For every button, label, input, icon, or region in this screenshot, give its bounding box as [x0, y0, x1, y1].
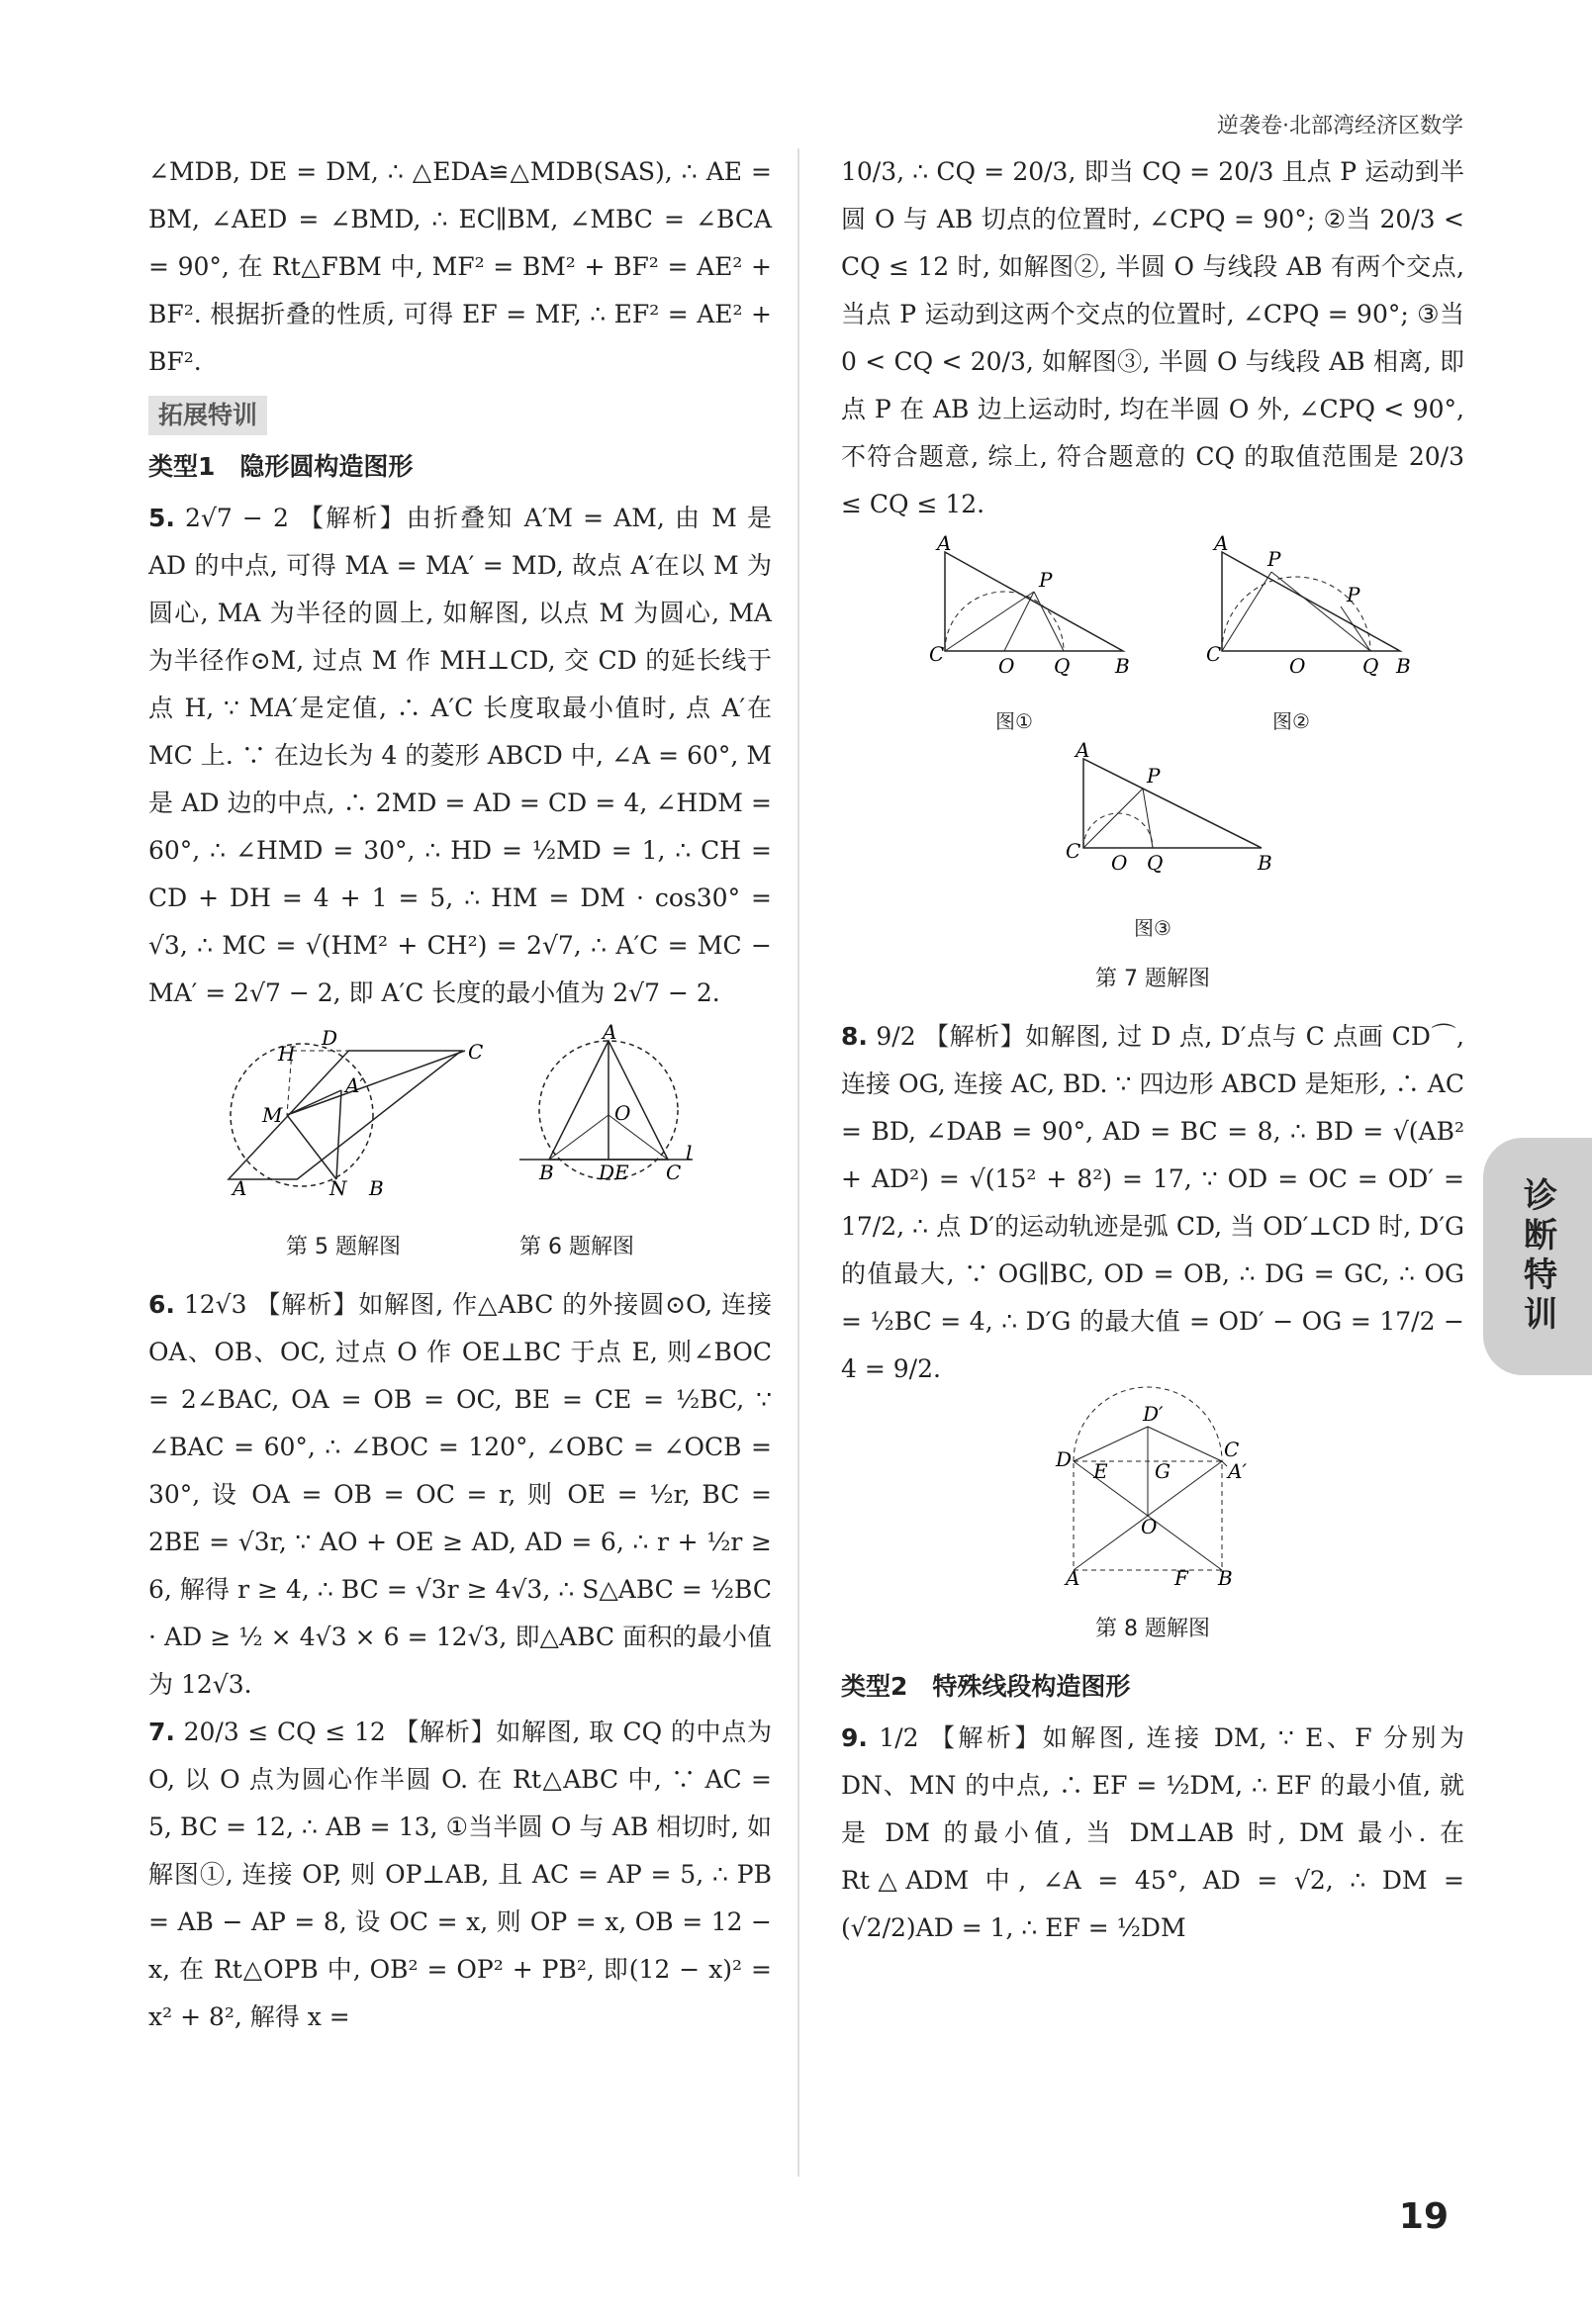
svg-text:Q: Q	[1147, 851, 1164, 875]
svg-text:B: B	[1115, 654, 1130, 678]
svg-text:A: A	[1066, 1566, 1080, 1590]
svg-text:C: C	[1224, 1438, 1240, 1461]
svg-text:H: H	[278, 1042, 296, 1066]
svg-text:A′: A′	[1228, 1459, 1247, 1483]
q5-text: 2√7 − 2 【解析】由折叠知 A′M = AM, 由 M 是 AD 的中点, 可得 MA = MA′ = MD, 故点 A′在以 M 为圆心, MA 为半径的圆上, 如解图, 以点 M 为圆心, MA 为半径作⊙M, 过点 M 作 MH⊥CD, 交 CD 的延长线于点 H, ∵ MA′是定值, ∴ A′C 长度取最小值时, 点 A′在 MC 上. ∵ 在边长为 4 的菱形 ABCD 中, ∠A = 60°, M 是 AD 边的中点, ∴ 2MD = AD = CD = 4, ∠HDM = 60°, ∴ ∠HMD = 30°, ∴ HD = ½MD = 1, ∴ CH = CD + DH = 4 + 1 = 5, ∴ HM = DM · cos30° = √3, ∴ MC = √(HM² + CH²) = 2√7, ∴ A′C = MC − MA′ = 2√7 − 2, 即 A′C 长度的最小值为 2√7 − 2.	[148, 504, 772, 1007]
fig8-caption: 第 8 题解图	[1095, 1617, 1210, 1641]
svg-text:A: A	[1214, 531, 1229, 555]
type1-title: 类型1 隐形圆构造图形	[148, 452, 414, 481]
section-tag: 拓展特训	[148, 396, 267, 435]
svg-text:P: P	[1039, 568, 1053, 592]
q7-number: 7.	[148, 1718, 175, 1746]
svg-text:A′: A′	[345, 1073, 364, 1097]
q6-text: 12√3 【解析】如解图, 作△ABC 的外接圆⊙O, 连接 OA、OB、OC, 过点 O 作 OE⊥BC 于点 E, 则∠BOC = 2∠BAC, OA = OB = OC, BE = CE = ½BC, ∵ ∠BAC = 60°, ∴ ∠BOC = 120°, ∠OBC = ∠OCB = 30°, 设 OA = OB = OC = r, 则 OE = ½r, BC = 2BE = √3r, ∵ AO + OE ≥ AD, AD = 6, ∴ r + ½r ≥ 6, 解得 r ≥ 4, ∴ BC = √3r ≥ 4√3, ∴ S△ABC = ½BC · AD ≥ ½ × 4√3 × 6 = 12√3, 即△ABC 面积的最小值为 12√3.	[148, 1290, 772, 1699]
left-column	[148, 148, 772, 2041]
question-7	[148, 1709, 772, 2041]
fig7c-label: 图③	[1134, 916, 1171, 940]
q9-number: 9.	[841, 1723, 868, 1752]
svg-text:D: D	[322, 1026, 338, 1050]
q7-continued: 10/3, ∴ CQ = 20/3, 即当 CQ = 20/3 且点 P 运动到半圆 O 与 AB 切点的位置时, ∠CPQ = 90°; ②当 20/3 < CQ ≤ 12 时, 如解图②, 半圆 O 与线段 AB 有两个交点, 当点 P 运动到这两个交点的位置时, ∠CPQ = 90°; ③当 0 < CQ < 20/3, 如解图③, 半圆 O 与线段 AB 相离, 即点 P 在 AB 边上运动时, 均在半圆 O 外, ∠CPQ < 90°, 不符合题意, 综上, 符合题意的 CQ 的取值范围是 20/3 ≤ CQ ≤ 12.	[841, 157, 1464, 518]
fig5-6-row	[148, 1020, 772, 1216]
question-5	[148, 495, 772, 1017]
side-tab-label: 诊断特训	[1517, 1177, 1557, 1336]
q8-text: 9/2 【解析】如解图, 过 D 点, D′点与 C 点画 CD⌒, 连接 OG, 连接 AC, BD. ∵ 四边形 ABCD 是矩形, ∴ AC = BD, ∠DAB = 90°, AD = BC = 8, ∴ BD = √(AB² + AD²) = √(15² + 8²) = 17, ∵ OD = OC = OD′ = 17/2, ∴ 点 D′的运动轨迹是弧 CD, 当 OD′⊥CD 时, D′G 的值最大, ∵ OG∥BC, OD = OB, ∴ DG = GC, ∴ OG = ½BC = 4, ∴ D′G 的最大值 = OD′ − OG = 17/2 − 4 = 9/2.	[841, 1022, 1464, 1383]
fig5-caption: 第 5 题解图	[286, 1235, 401, 1259]
svg-text:C: C	[468, 1040, 484, 1064]
svg-text:C: C	[666, 1161, 682, 1184]
svg-text:Q: Q	[1054, 654, 1071, 678]
side-tab	[1483, 1138, 1592, 1375]
fig7-caption: 第 7 题解图	[1095, 967, 1210, 991]
fig7a	[895, 531, 1133, 745]
svg-text:M: M	[262, 1103, 283, 1127]
question-9	[841, 1715, 1464, 1952]
fig5-diagram	[223, 1026, 484, 1200]
q6-number: 6.	[148, 1290, 175, 1319]
svg-text:D′: D′	[1143, 1402, 1164, 1426]
fig6-diagram	[519, 1020, 698, 1199]
svg-text:N: N	[329, 1176, 347, 1200]
intro-text: ∠MDB, DE = DM, ∴ △EDA≌△MDB(SAS), ∴ AE = BM, ∠AED = ∠BMD, ∴ EC∥BM, ∠MBC = ∠BCA = 90°, 在 Rt△FBM 中, MF² = BM² + BF² = AE² + BF². 根据折叠的性质, 可得 EF = MF, ∴ EF² = AE² + BF².	[148, 157, 772, 376]
svg-text:C: C	[1066, 839, 1081, 863]
q5-number: 5.	[148, 504, 175, 532]
svg-text:O: O	[1141, 1515, 1158, 1538]
fig8	[1044, 1402, 1262, 1602]
fig7b	[1172, 531, 1411, 745]
svg-text:P: P	[1347, 583, 1360, 606]
fig6	[519, 1020, 698, 1216]
svg-text:Q: Q	[1362, 654, 1379, 678]
svg-text:B: B	[539, 1161, 554, 1184]
fig5	[223, 1026, 484, 1216]
right-column	[841, 148, 1464, 1952]
fig7-row-2	[841, 738, 1464, 952]
svg-text:O: O	[998, 654, 1015, 678]
type2-title: 类型2 特殊线段构造图形	[841, 1672, 1131, 1701]
fig7c-diagram	[1024, 738, 1281, 887]
question-8	[841, 1013, 1464, 1393]
svg-text:C: C	[1206, 642, 1222, 666]
fig7-row-1	[841, 531, 1464, 745]
svg-text:B: B	[1258, 851, 1272, 875]
svg-text:D: D	[1056, 1447, 1073, 1471]
question-6	[148, 1281, 772, 1709]
fig6-caption: 第 6 题解图	[519, 1235, 634, 1259]
svg-text:DE: DE	[599, 1161, 629, 1184]
svg-text:B: B	[1218, 1566, 1233, 1590]
page-number: 19	[1398, 2196, 1449, 2237]
fig7b-label: 图②	[1272, 709, 1310, 733]
svg-text:A: A	[1076, 738, 1090, 762]
fig7b-diagram	[1172, 531, 1411, 681]
svg-text:A: A	[603, 1020, 617, 1044]
svg-text:O: O	[1289, 654, 1306, 678]
svg-text:C: C	[929, 642, 945, 666]
svg-text:O: O	[1111, 851, 1128, 875]
q7-text: 20/3 ≤ CQ ≤ 12 【解析】如解图, 取 CQ 的中点为 O, 以 O 点为圆心作半圆 O. 在 Rt△ABC 中, ∵ AC = 5, BC = 12, ∴ AB = 13, ①当半圆 O 与 AB 相切时, 如解图①, 连接 OP, 则 OP⊥AB, 且 AC = AP = 5, ∴ PB = AB − AP = 8, 设 OC = x, 则 OP = x, OB = 12 − x, 在 Rt△OPB 中, OB² = OP² + PB², 即(12 − x)² = x² + 8², 解得 x =	[148, 1718, 772, 2031]
svg-text:P: P	[1147, 764, 1161, 788]
fig7a-diagram	[895, 531, 1133, 681]
q9-text: 1/2 【解析】如解图, 连接 DM, ∵ E、F 分别为 DN、MN 的中点, ∴ EF = ½DM, ∴ EF 的最小值, 就是 DM 的最小值, 当 DM⊥AB 时, DM 最小. 在 Rt△ADM 中, ∠A = 45°, AD = √2, ∴ DM = (√2/2)AD = 1, ∴ EF = ½DM	[841, 1723, 1464, 1942]
svg-text:E: E	[1093, 1459, 1108, 1483]
svg-text:A: A	[937, 531, 952, 555]
q8-number: 8.	[841, 1022, 868, 1051]
svg-text:B: B	[1396, 654, 1411, 678]
column-divider	[797, 148, 799, 2177]
fig5-6-captions	[148, 1220, 772, 1281]
fig8-row	[841, 1402, 1464, 1602]
svg-text:l: l	[686, 1141, 693, 1164]
fig8-diagram	[1044, 1402, 1262, 1590]
running-header: 逆袭卷·北部湾经济区数学	[1217, 114, 1463, 139]
svg-text:O: O	[614, 1101, 631, 1125]
fig7c	[1024, 738, 1281, 952]
svg-text:A: A	[233, 1176, 247, 1200]
fig7a-label: 图①	[995, 709, 1033, 733]
svg-text:G: G	[1155, 1459, 1171, 1483]
svg-text:F: F	[1174, 1566, 1188, 1590]
svg-text:B: B	[369, 1176, 384, 1200]
svg-text:P: P	[1267, 547, 1281, 571]
